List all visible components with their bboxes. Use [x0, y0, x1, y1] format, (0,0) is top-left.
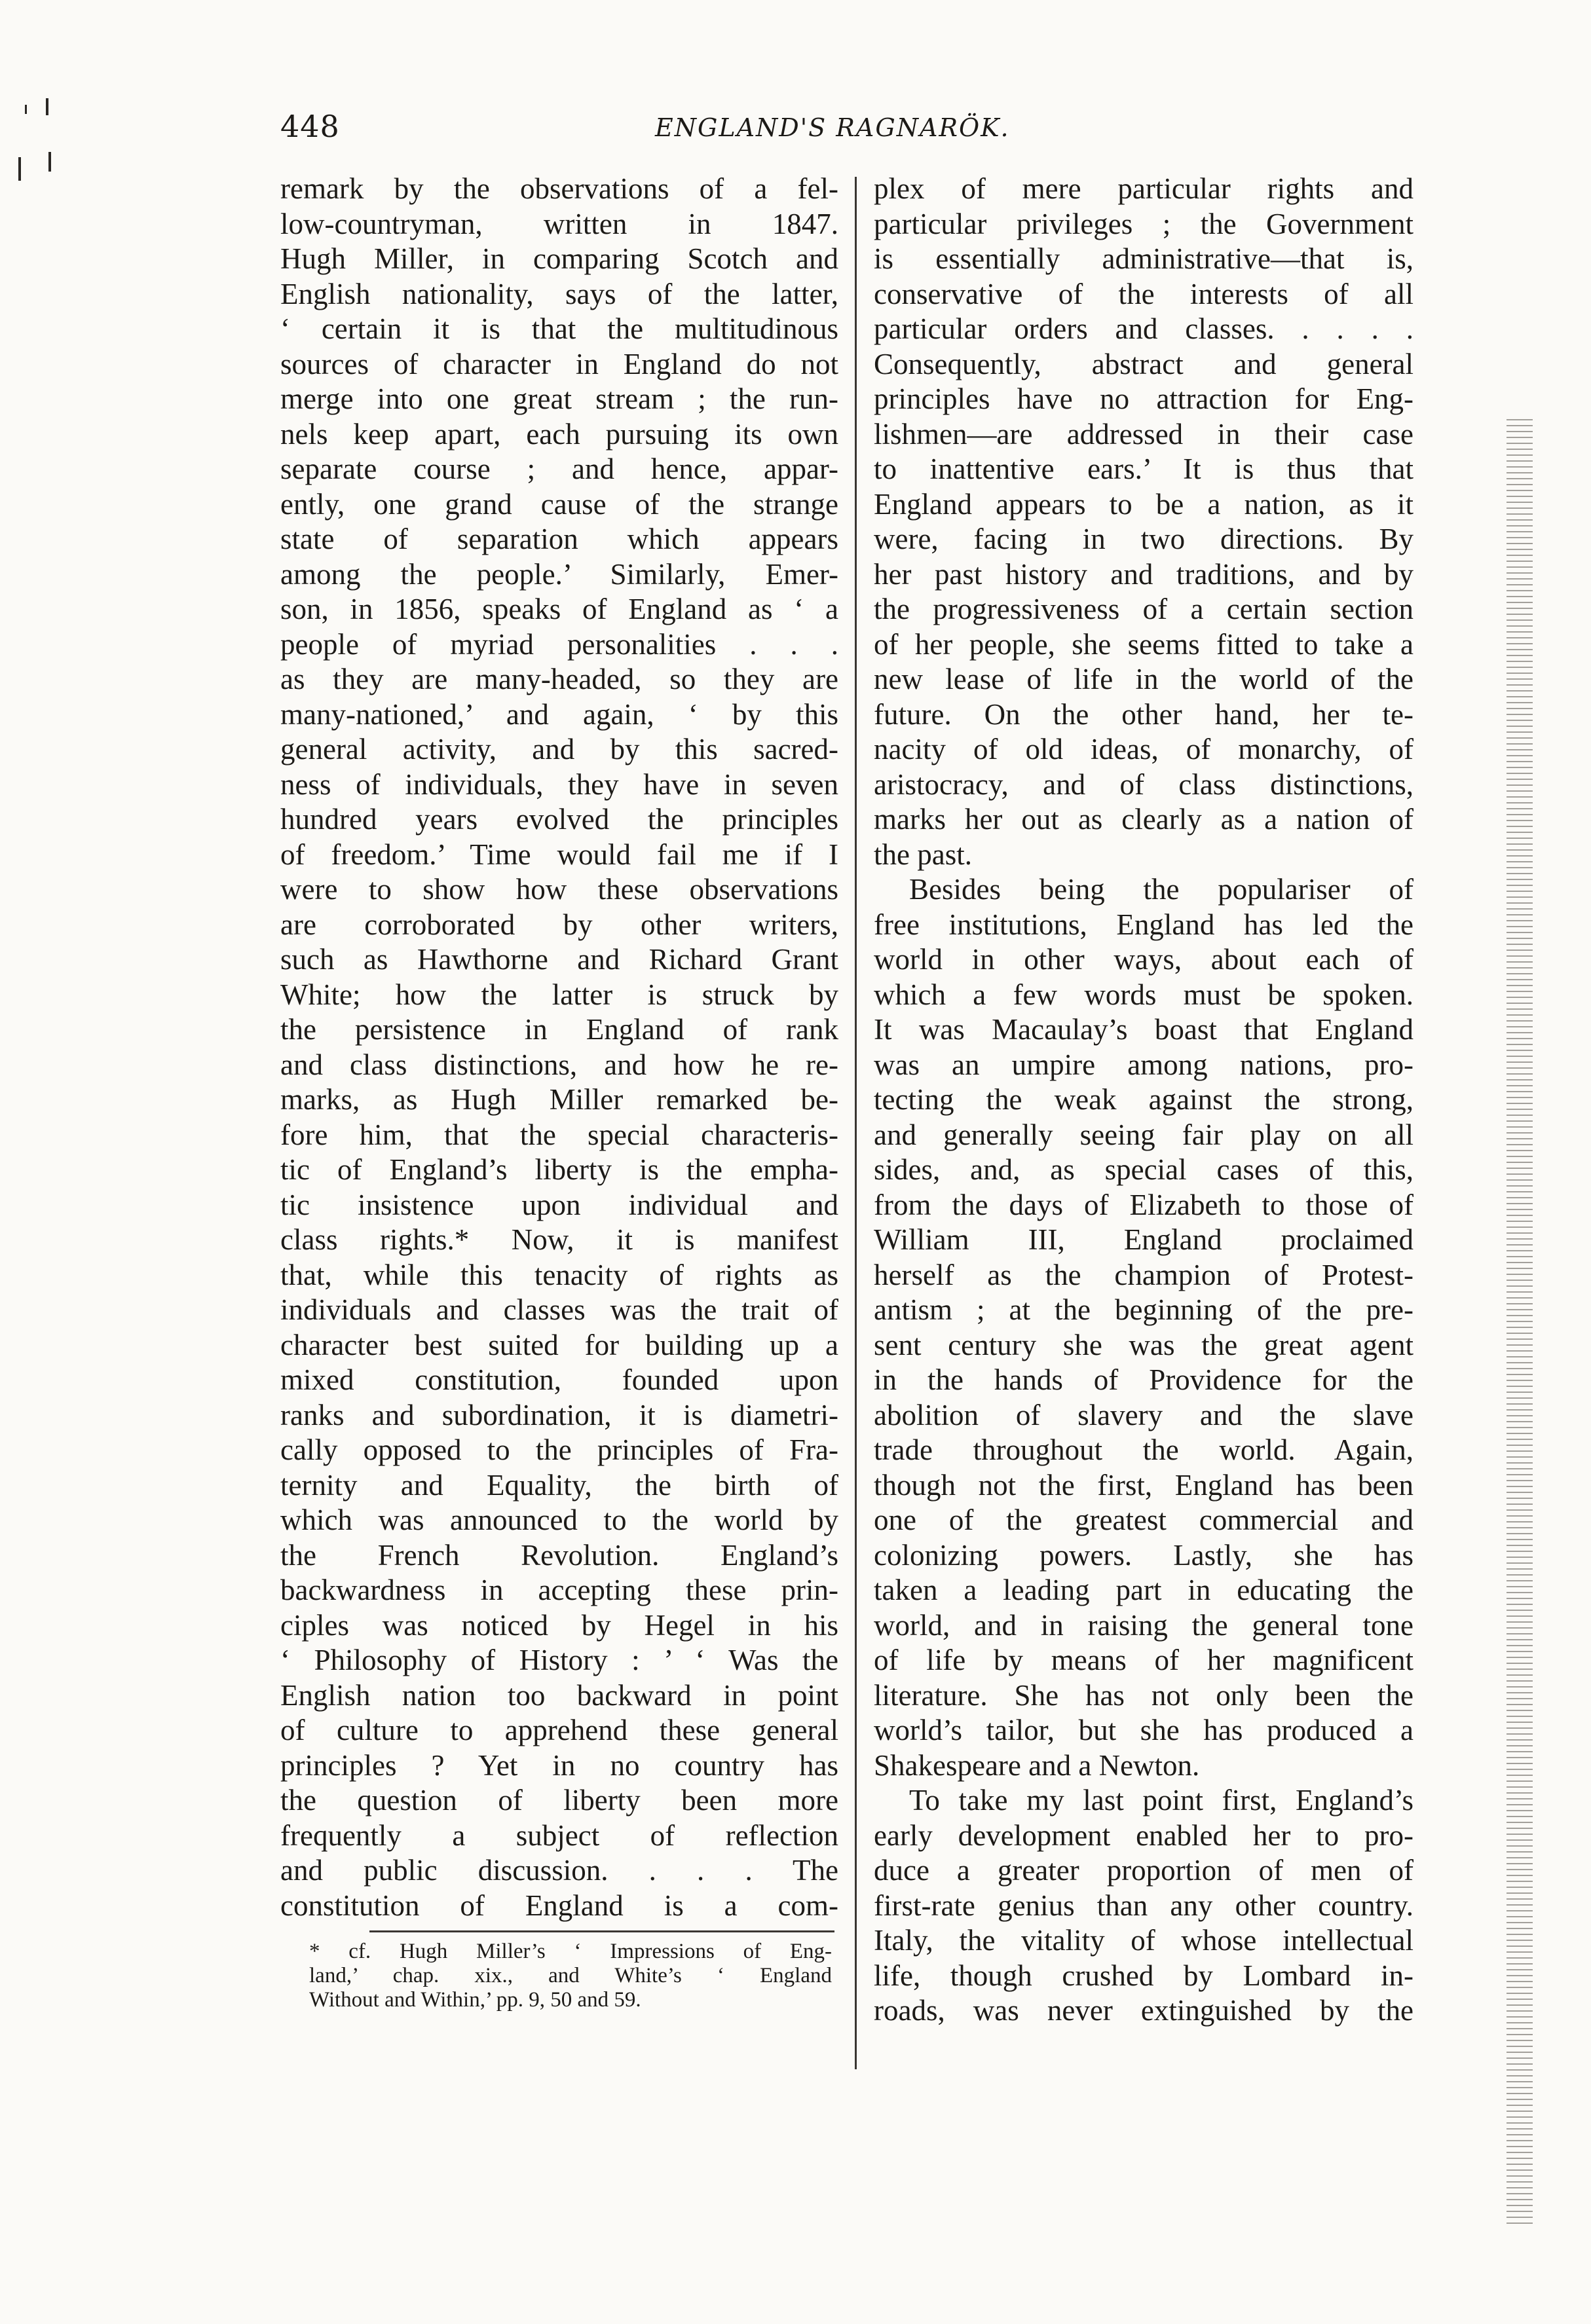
text-line: herself as the champion of Protest-	[874, 1258, 1413, 1291]
text-line: principles ? Yet in no country has	[280, 1748, 838, 1782]
paragraph	[874, 872, 1413, 1783]
text-line: though not the first, England has been	[874, 1468, 1413, 1502]
text-line: that, while this tenacity of rights as	[280, 1258, 838, 1291]
footnote-line: land,’ chap. xix., and White’s ‘ England	[309, 1964, 832, 1987]
text-line: English nation too backward in point	[280, 1678, 838, 1712]
text-line: and public discussion. . . . The	[280, 1854, 838, 1887]
text-line: ranks and subordination, it is diametri-	[280, 1398, 838, 1431]
text-line: world in other ways, about each of	[874, 943, 1413, 976]
text-line: from the days of Elizabeth to those of	[874, 1188, 1413, 1221]
text-line: were to show how these observations	[280, 873, 838, 906]
footnote	[309, 1940, 832, 2012]
footnote-line: * cf. Hugh Miller’s ‘ Impressions of Eng-	[309, 1940, 832, 1963]
text-line: sources of character in England do not	[280, 347, 838, 380]
text-line: antism ; at the beginning of the pre-	[874, 1293, 1413, 1326]
text-line: and class distinctions, and how he re-	[280, 1048, 838, 1081]
text-line: world’s tailor, but she has produced a	[874, 1714, 1413, 1746]
left-margin-mark	[46, 98, 48, 115]
text-line: which was announced to the world by	[280, 1503, 838, 1536]
text-line: sides, and, as special cases of this,	[874, 1153, 1413, 1186]
text-line: backwardness in accepting these prin-	[280, 1574, 838, 1606]
text-line: and generally seeing fair play on all	[874, 1118, 1413, 1151]
text-line: tic insistence upon individual and	[280, 1188, 838, 1221]
text-line: Besides being the populariser of	[909, 873, 1413, 906]
left-margin-mark	[48, 152, 51, 172]
text-line: tecting the weak against the strong,	[874, 1083, 1413, 1116]
text-line: many-nationed,’ and again, ‘ by this	[280, 697, 838, 731]
text-line: individuals and classes was the trait of	[280, 1293, 838, 1326]
text-line: ently, one grand cause of the strange	[280, 487, 838, 521]
text-line: tic of England’s liberty is the empha-	[280, 1153, 838, 1186]
text-line: early development enabled her to pro-	[874, 1818, 1413, 1852]
page-number: 448	[280, 109, 340, 144]
text-line: taken a leading part in educating the	[874, 1574, 1413, 1606]
text-line: hundred years evolved the principles	[280, 803, 838, 836]
text-line: Shakespeare and a Newton.	[874, 1748, 1200, 1782]
footnote-rule	[369, 1930, 834, 1932]
text-line: the progressiveness of a certain section	[874, 593, 1413, 625]
paragraph	[280, 172, 838, 1923]
text-line: ternity and Equality, the birth of	[280, 1468, 838, 1502]
text-line: trade throughout the world. Again,	[874, 1433, 1413, 1466]
text-line: frequently a subject of reflection	[280, 1818, 838, 1852]
text-line: were, facing in two directions. By	[874, 523, 1413, 555]
text-line: of life by means of her magnificent	[874, 1644, 1413, 1676]
text-line: such as Hawthorne and Richard Grant	[280, 943, 838, 976]
text-line: plex of mere particular rights and	[874, 172, 1413, 205]
text-line: of her people, she seems fitted to take a	[874, 627, 1413, 661]
text-line: people of myriad personalities . . .	[280, 627, 838, 661]
text-line: of culture to apprehend these general	[280, 1714, 838, 1746]
footnote-line: Without and Within,’ pp. 9, 50 and 59.	[309, 1988, 641, 2012]
text-line: duce a greater proportion of men of	[874, 1854, 1413, 1887]
text-line: Consequently, abstract and general	[874, 347, 1413, 380]
left-margin-mark	[25, 105, 27, 114]
text-line: ‘ certain it is that the multitudinous	[280, 312, 838, 345]
text-line: aristocracy, and of class distinctions,	[874, 767, 1413, 801]
text-line: of freedom.’ Time would fail me if I	[280, 838, 838, 871]
left-column	[280, 172, 838, 1923]
text-line: Hugh Miller, in comparing Scotch and	[280, 242, 838, 275]
text-line: conservative of the interests of all	[874, 277, 1413, 310]
text-line: England appears to be a nation, as it	[874, 487, 1413, 521]
text-line: one of the greatest commercial and	[874, 1503, 1413, 1536]
text-line: are corroborated by other writers,	[280, 908, 838, 941]
text-line: low-countryman, written in 1847.	[280, 207, 838, 240]
text-line: general activity, and by this sacred-	[280, 733, 838, 765]
page-edge-strip	[1507, 419, 1533, 2226]
text-line: free institutions, England has led the	[874, 908, 1413, 941]
column-rule	[855, 177, 857, 2069]
text-line: William III, England proclaimed	[874, 1223, 1413, 1256]
text-line: as they are many-headed, so they are	[280, 663, 838, 695]
text-line: is essentially administrative—that is,	[874, 242, 1413, 275]
text-line: colonizing powers. Lastly, she has	[874, 1538, 1413, 1572]
text-line: principles have no attraction for Eng-	[874, 382, 1413, 415]
text-line: To take my last point first, England’s	[909, 1784, 1413, 1817]
left-margin-mark	[18, 157, 21, 181]
text-line: separate course ; and hence, appar-	[280, 452, 838, 485]
text-line: remark by the observations of a fel-	[280, 172, 838, 205]
text-line: character best suited for building up a	[280, 1328, 838, 1361]
text-line: Italy, the vitality of whose intellectual	[874, 1924, 1413, 1957]
text-line: lishmen—are addressed in their case	[874, 417, 1413, 451]
text-line: It was Macaulay’s boast that England	[874, 1013, 1413, 1046]
text-line: constitution of England is a com-	[280, 1889, 838, 1922]
text-line: the persistence in England of rank	[280, 1013, 838, 1046]
text-line: world, and in raising the general tone	[874, 1608, 1413, 1642]
text-line: ciples was noticed by Hegel in his	[280, 1608, 838, 1642]
text-line: son, in 1856, speaks of England as ‘ a	[280, 593, 838, 625]
text-line: particular orders and classes. . . . .	[874, 312, 1413, 345]
text-line: which a few words must be spoken.	[874, 978, 1413, 1011]
running-title: ENGLAND'S RAGNARÖK.	[655, 113, 1010, 142]
text-line: the question of liberty been more	[280, 1784, 838, 1817]
text-line: abolition of slavery and the slave	[874, 1398, 1413, 1431]
text-line: was an umpire among nations, pro-	[874, 1048, 1413, 1081]
text-line: her past history and traditions, and by	[874, 557, 1413, 591]
text-line: life, though crushed by Lombard in-	[874, 1959, 1413, 1992]
text-line: ness of individuals, they have in seven	[280, 767, 838, 801]
text-line: fore him, that the special characteris-	[280, 1118, 838, 1151]
text-line: the French Revolution. England’s	[280, 1538, 838, 1572]
text-line: to inattentive ears.’ It is thus that	[874, 452, 1413, 485]
text-line: marks her out as clearly as a nation of	[874, 803, 1413, 836]
text-line: ‘ Philosophy of History : ’ ‘ Was the	[280, 1644, 838, 1676]
text-line: merge into one great stream ; the run-	[280, 382, 838, 415]
text-line: mixed constitution, founded upon	[280, 1363, 838, 1396]
text-line: class rights.* Now, it is manifest	[280, 1223, 838, 1256]
text-line: cally opposed to the principles of Fra-	[280, 1433, 838, 1466]
text-line: White; how the latter is struck by	[280, 978, 838, 1011]
text-line: the past.	[874, 838, 972, 871]
text-line: roads, was never extinguished by the	[874, 1994, 1413, 2027]
paragraph	[874, 172, 1413, 872]
text-line: among the people.’ Similarly, Emer-	[280, 557, 838, 591]
paragraph	[874, 1783, 1413, 2029]
text-line: sent century she was the great agent	[874, 1328, 1413, 1361]
text-line: nacity of old ideas, of monarchy, of	[874, 733, 1413, 765]
right-column	[874, 172, 1413, 2029]
text-line: first-rate genius than any other country.	[874, 1889, 1413, 1922]
text-line: particular privileges ; the Government	[874, 207, 1413, 240]
text-line: literature. She has not only been the	[874, 1678, 1413, 1712]
text-line: future. On the other hand, her te-	[874, 697, 1413, 731]
text-line: in the hands of Providence for the	[874, 1363, 1413, 1396]
text-line: state of separation which appears	[280, 523, 838, 555]
text-line: nels keep apart, each pursuing its own	[280, 417, 838, 451]
text-line: marks, as Hugh Miller remarked be-	[280, 1083, 838, 1116]
text-line: English nationality, says of the latter,	[280, 277, 838, 310]
text-line: new lease of life in the world of the	[874, 663, 1413, 695]
